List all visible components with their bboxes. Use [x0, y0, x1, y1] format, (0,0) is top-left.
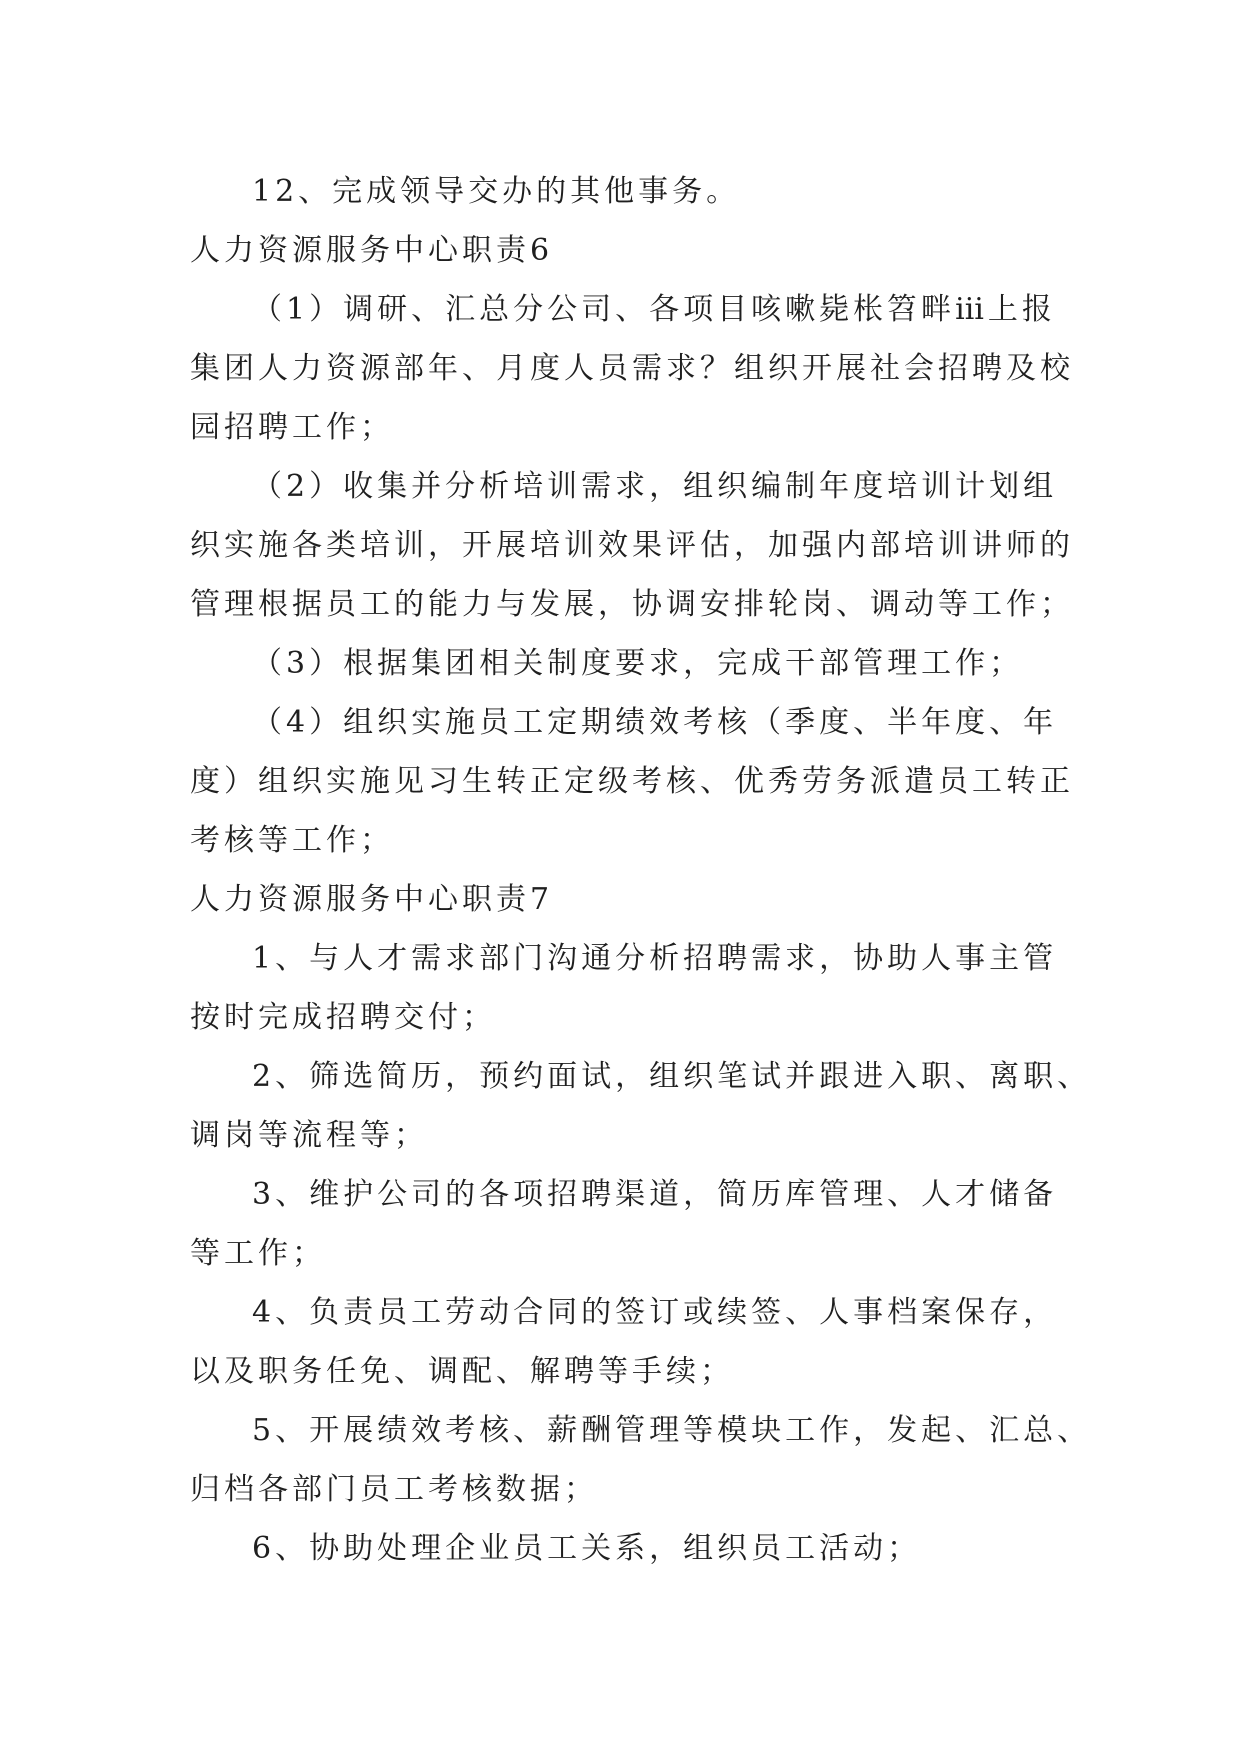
list-item: 1、与人才需求部门沟通分析招聘需求，协助人事主管 [252, 941, 1058, 976]
list-item: 4、负责员工劳动合同的签订或续签、人事档案保存， [252, 1295, 1058, 1330]
paragraph-line: 织实施各类培训，开展培训效果评估，加强内部培训讲师的 [190, 528, 1074, 563]
paragraph-line: 园招聘工作； [190, 410, 394, 445]
paragraph-line: 按时完成招聘交付； [190, 1000, 496, 1035]
paragraph-line: 调岗等流程等； [190, 1118, 428, 1153]
list-item: 2、筛选简历，预约面试，组织笔试并跟进入职、离职、 [252, 1059, 1092, 1094]
section-heading: 人力资源服务中心职责6 [190, 233, 554, 268]
section-heading: 人力资源服务中心职责7 [190, 882, 554, 917]
paragraph-line: 管理根据员工的能力与发展，协调安排轮岗、调动等工作； [190, 587, 1074, 622]
paragraph-line: 等工作； [190, 1236, 326, 1271]
paragraph-line: 考核等工作； [190, 823, 394, 858]
list-item: 6、协助处理企业员工关系，组织员工活动； [252, 1531, 922, 1566]
list-item: （3）根据集团相关制度要求，完成干部管理工作； [252, 646, 1024, 681]
list-item: 5、开展绩效考核、薪酬管理等模块工作，发起、汇总、 [252, 1413, 1092, 1448]
paragraph-line: 归档各部门员工考核数据； [190, 1472, 598, 1507]
document-body [190, 162, 1092, 1578]
list-item: （4）组织实施员工定期绩效考核（季度、半年度、年 [252, 705, 1058, 740]
paragraph-line: 度）组织实施见习生转正定级考核、优秀劳务派遣员工转正 [190, 764, 1074, 799]
list-item: 3、维护公司的各项招聘渠道，简历库管理、人才储备 [252, 1177, 1058, 1212]
paragraph-line: 集团人力资源部年、月度人员需求？组织开展社会招聘及校 [190, 351, 1074, 386]
list-item: （2）收集并分析培训需求，组织编制年度培训计划组 [252, 469, 1058, 504]
list-item: 12、完成领导交办的其他事务。 [252, 174, 741, 209]
list-item: （1）调研、汇总分公司、各项目咳嗽毙枨笤畔ⅲ上报 [252, 292, 1056, 327]
paragraph-line: 以及职务任免、调配、解聘等手续； [190, 1354, 734, 1389]
